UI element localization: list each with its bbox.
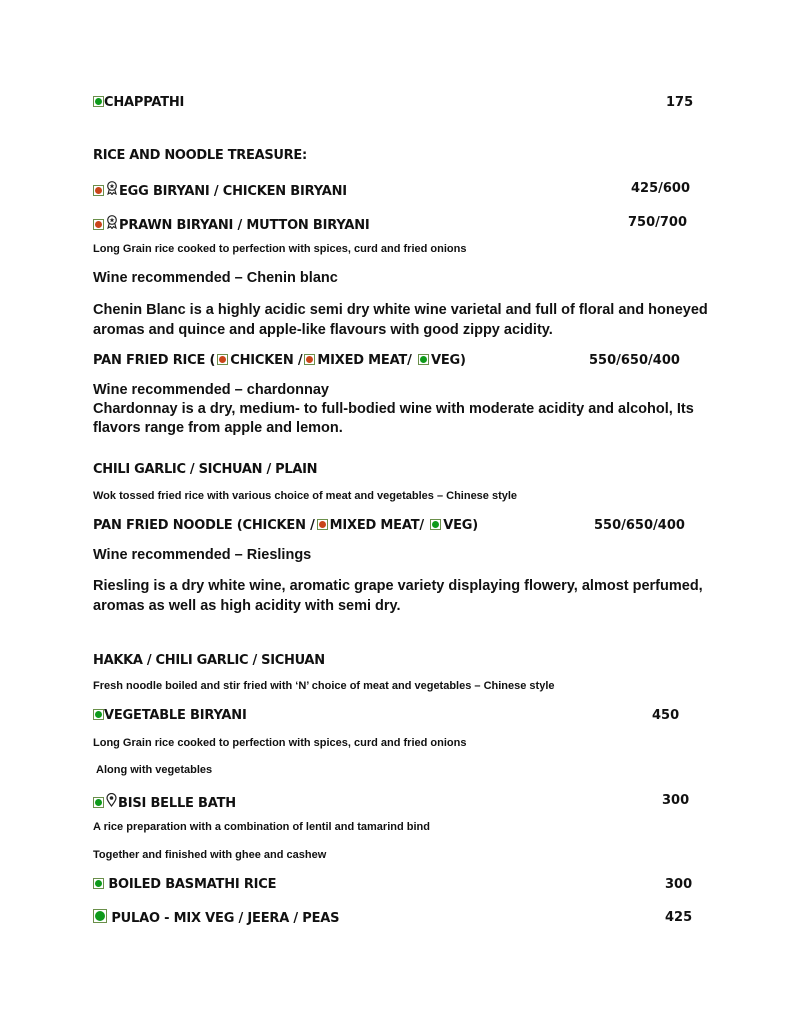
item-name: VEG)	[443, 518, 479, 533]
item-name: PAN FRIED RICE (	[93, 353, 216, 368]
item-description: Wok tossed fried rice with various choice of meat and vegetables – Chinese style	[93, 490, 518, 502]
menu-item-prawn-biryani	[93, 215, 370, 233]
wine-recommendation: Wine recommended – Chenin blanc	[93, 270, 338, 286]
item-price: 425/600	[631, 181, 691, 196]
menu-item-boiled-basmathi-rice	[93, 877, 276, 892]
item-description: Along with vegetables	[96, 764, 213, 776]
menu-item-pan-fried-rice	[93, 353, 466, 368]
item-description: Long Grain rice cooked to perfection with spices, curd and fried onions	[93, 243, 467, 255]
item-price: 425	[665, 910, 693, 925]
non-veg-icon	[93, 219, 104, 230]
signature-pin-icon	[106, 793, 117, 807]
wine-recommendation: Wine recommended – chardonnay	[93, 382, 329, 398]
section-heading: RICE AND NOODLE TREASURE:	[93, 148, 307, 163]
wine-description: flavors range from apple and lemon.	[93, 420, 343, 436]
item-price: 175	[666, 95, 694, 110]
item-name: PRAWN BIRYANI / MUTTON BIRYANI	[119, 218, 370, 233]
wine-recommendation: Wine recommended – Rieslings	[93, 547, 312, 563]
veg-icon	[418, 354, 429, 365]
item-price: 300	[662, 793, 690, 808]
non-veg-icon	[217, 354, 228, 365]
item-name: VEGETABLE BIRYANI	[104, 708, 247, 723]
non-veg-icon	[93, 185, 104, 196]
section-heading: CHILI GARLIC / SICHUAN / PLAIN	[93, 462, 318, 477]
item-name: MIXED MEAT/	[317, 353, 412, 368]
item-name: PAN FRIED NOODLE (CHICKEN /	[93, 518, 315, 533]
item-name: BISI BELLE BATH	[118, 796, 236, 811]
veg-icon	[93, 96, 104, 107]
non-veg-icon	[304, 354, 315, 365]
wine-description: Chardonnay is a dry, medium- to full-bodied wine with moderate acidity and alcohol, Its	[93, 401, 694, 417]
wine-description: aromas and quince and apple-like flavours with good zippy acidity.	[93, 322, 553, 338]
veg-icon	[93, 797, 104, 808]
item-name: VEG)	[430, 353, 466, 368]
menu-item-chappathi	[93, 95, 184, 110]
item-name: MIXED MEAT/	[329, 518, 424, 533]
wine-description: aromas as well as high acidity with semi dry.	[93, 598, 401, 614]
wine-description: Riesling is a dry white wine, aromatic grape variety displaying flowery, almost perfumed,	[93, 578, 703, 594]
item-price: 550/650/400	[589, 353, 680, 368]
item-price: 450	[652, 708, 680, 723]
item-name: CHAPPATHI	[104, 95, 185, 110]
item-price: 750/700	[628, 215, 688, 230]
veg-icon	[93, 878, 104, 889]
item-description: Long Grain rice cooked to perfection with spices, curd and fried onions	[93, 737, 467, 749]
menu-item-bisi-belle-bath	[93, 793, 236, 811]
chef-special-badge-icon	[106, 181, 118, 195]
veg-icon	[430, 519, 441, 530]
non-veg-icon	[317, 519, 328, 530]
item-name: CHICKEN /	[230, 353, 303, 368]
item-name: BOILED BASMATHI RICE	[108, 877, 277, 892]
item-name: PULAO - MIX VEG / JEERA / PEAS	[111, 911, 340, 926]
veg-icon	[93, 709, 104, 720]
menu-item-vegetable-biryani	[93, 708, 247, 723]
item-description: Fresh noodle boiled and stir fried with ‘N’ choice of meat and vegetables – Chinese style	[93, 680, 555, 692]
item-description: Together and finished with ghee and cashew	[93, 849, 327, 861]
item-price: 300	[665, 877, 693, 892]
menu-item-pan-fried-noodle	[93, 518, 478, 533]
item-price: 550/650/400	[594, 518, 685, 533]
chef-special-badge-icon	[106, 215, 118, 229]
wine-description: Chenin Blanc is a highly acidic semi dry white wine varietal and full of floral and honeyed	[93, 302, 708, 318]
menu-item-pulao	[93, 909, 339, 926]
menu-item-egg-biryani	[93, 181, 347, 199]
veg-icon	[93, 909, 107, 923]
section-heading: HAKKA / CHILI GARLIC / SICHUAN	[93, 653, 325, 668]
item-description: A rice preparation with a combination of lentil and tamarind bind	[93, 821, 430, 833]
item-name: EGG BIRYANI / CHICKEN BIRYANI	[119, 184, 347, 199]
